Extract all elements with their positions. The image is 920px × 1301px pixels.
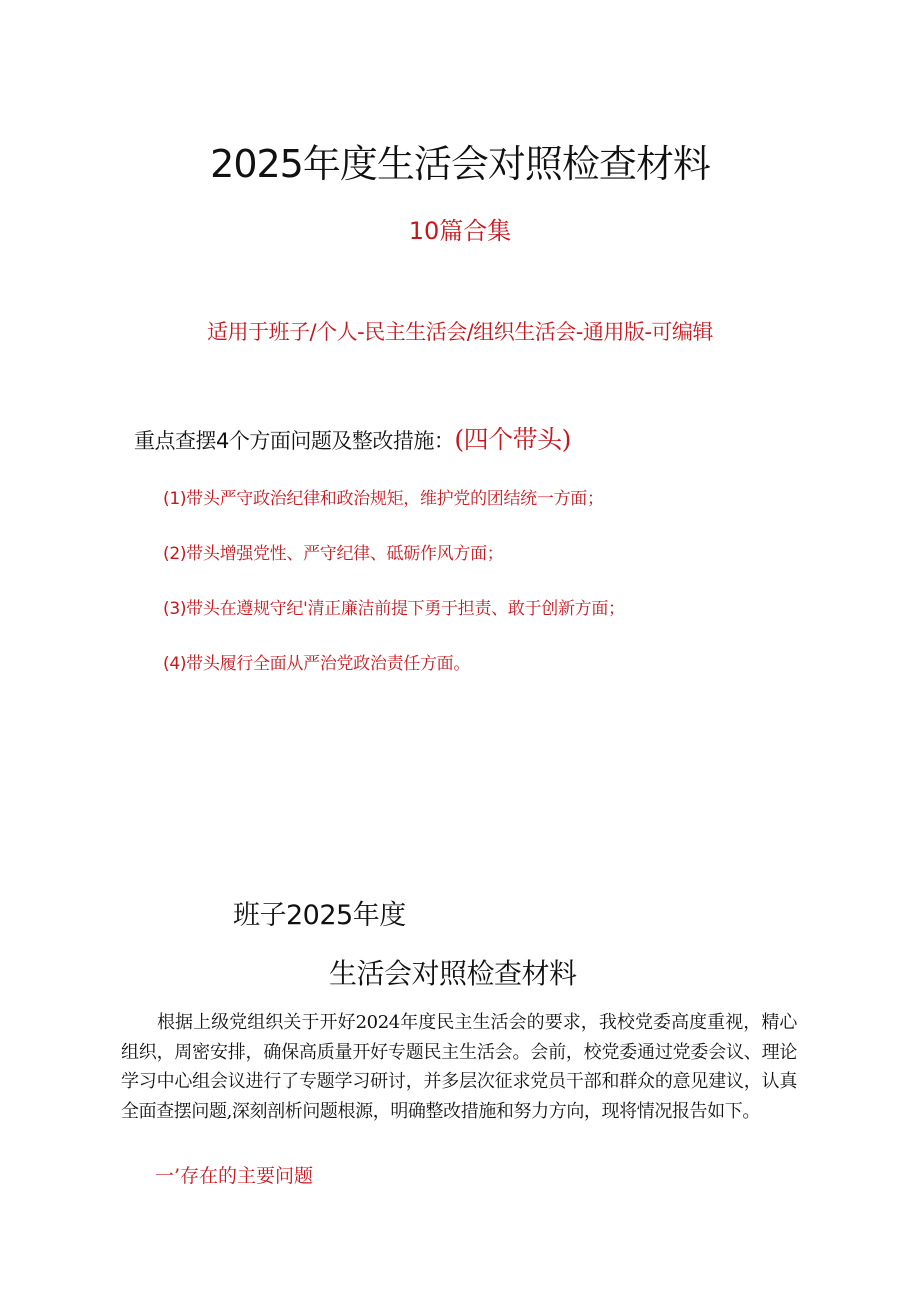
focus-item: (3)带头在遵规守纪'清正廉洁前提下勇于担责、敢于创新方面； (163, 599, 625, 619)
focus-heading-tag: (四个带头) (454, 425, 571, 454)
focus-heading-text: 重点查摆4个方面问题及整改措施： (134, 429, 455, 453)
intro-paragraph: 根据上级党组织关于开好2024年度民主生活会的要求，我校党委高度重视，精心组织，周密安排，确保高质量开好专题民主生活会。会前，校党委通过党委会议、理论学习中心组会议进行了专题学习研讨，并多层次征求党员干部和群众的意见建议，认真全面查摆问题,深刻剖析问题根源，明确整改措施和努力方向，现将情况报告如下。 (121, 1012, 797, 1122)
collection-subtitle: 10篇合集 (408, 217, 512, 245)
applicability-note: 适用于班子/个人-民主生活会/组织生活会-通用版-可编辑 (207, 320, 713, 344)
focus-item: (4)带头履行全面从严治党政治责任方面。 (163, 654, 471, 674)
section-title-line1: 班子2025年度 (233, 900, 406, 931)
section-heading-one: 一’存在的主要问题 (155, 1165, 314, 1187)
focus-item: (1)带头严守政治纪律和政治规矩，维护党的团结统一方面； (163, 489, 604, 509)
focus-heading (134, 420, 571, 456)
main-title: 2025年度生活会对照检查材料 (210, 142, 710, 186)
focus-item: (2)带头增强党性、严守纪律、砥砺作风方面； (163, 544, 504, 564)
section-title-line2: 生活会对照检查材料 (329, 957, 577, 990)
